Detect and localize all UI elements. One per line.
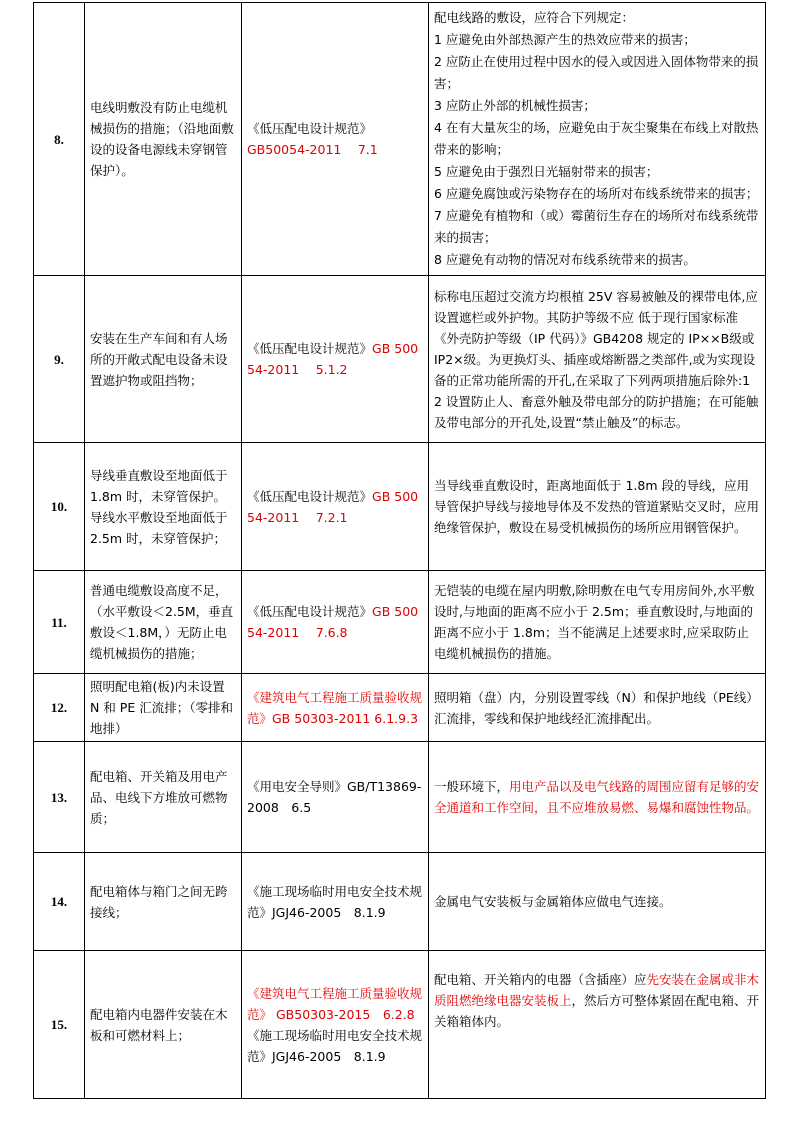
source-cell: 《施工现场临时用电安全技术规范》JGJ46-2005 8.1.9: [242, 853, 429, 951]
issue-cell: 电线明敷没有防止电缆机械损伤的措施；（沿地面敷设的设备电源线未穿钢管保护）。: [85, 3, 242, 276]
row-number: 12.: [34, 674, 85, 742]
req-line: 7 应避免有植物和（或）霉菌衍生存在的场所对布线系统带来的损害；: [434, 208, 759, 245]
table-row: [34, 276, 766, 443]
issue-cell: 普通电缆敷设高度不足，（水平敷设＜2.5M，垂直敷设＜1.8M，）无防止电缆机械损伤的措施；: [85, 571, 242, 674]
table-row: [34, 443, 766, 571]
source-cell: [242, 951, 429, 1099]
issue-cell: 导线垂直敷设至地面低于 1.8m 时，未穿管保护。导线水平敷设至地面低于 2.5m 时，未穿管保护；: [85, 443, 242, 571]
source-title: 《施工现场临时用电安全技术规范》JGJ46-2005 8.1.9: [247, 1027, 423, 1064]
source-title: 《低压配电设计规范》: [247, 121, 373, 136]
table-row: [34, 951, 766, 1099]
source-code: GB 50054-2011 7.2.1: [247, 488, 419, 525]
issue-cell: 安装在生产车间和有人场所的开敞式配电设备未设置遮护物或阻挡物；: [85, 276, 242, 443]
source-title: 《低压配电设计规范》: [247, 488, 373, 504]
req-text: 一般环境下，: [434, 779, 510, 794]
table-row: [34, 853, 766, 951]
table-row: [34, 674, 766, 742]
source-code: GB 50054-2011 5.1.2: [247, 341, 419, 377]
req-text: 配电箱、开关箱内的电器（含插座）应: [434, 972, 647, 987]
source-title: 《低压配电设计规范》: [247, 604, 373, 619]
row-number: 8.: [34, 3, 85, 276]
table-row: [34, 3, 766, 276]
source-cell: [242, 276, 429, 443]
req-line: 8 应避免有动物的情况对布线系统带来的损害。: [434, 252, 696, 267]
req-line: 配电线路的敷设，应符合下列规定：: [434, 10, 635, 25]
requirement-cell: 照明箱（盘）内，分别设置零线（N）和保护地线（PE线）汇流排，零线和保护地线经汇流排配出。: [429, 674, 766, 742]
requirement-cell: [429, 742, 766, 853]
standards-table: [33, 2, 766, 1099]
req-line: 4 在有大量灰尘的场，应避免由于灰尘聚集在布线上对散热带来的影响；: [434, 120, 759, 157]
requirement-cell: [429, 951, 766, 1099]
source-title: 《低压配电设计规范》: [247, 341, 373, 356]
source-code: GB 50054-2011 7.6.8: [247, 604, 419, 640]
row-number: 14.: [34, 853, 85, 951]
row-number: 9.: [34, 276, 85, 443]
source-cell: [242, 3, 429, 276]
issue-cell: 配电箱、开关箱及用电产品、电线下方堆放可燃物质；: [85, 742, 242, 853]
issue-cell: 照明配电箱(板)内未设置 N 和 PE 汇流排；（零排和地排）: [85, 674, 242, 742]
requirement-cell: 标称电压超过交流方均根植 25V 容易被触及的裸带电体,应设置遮栏或外护物。其防护等级不应 低于现行国家标准《外壳防护等级（IP 代码）》GB4208 规定的 IP××B级或 IP2×级。为更换灯头、插座或熔断器之类部件,或为实现设备的正常功能所需的开孔,在采取了下列两项措施后除外:1 2 设置防止人、畜意外触及带电部分的防护措施；在可能触及带电部分的开孔处,设置“禁止触及”的标志。: [429, 276, 766, 443]
source-cell: [242, 571, 429, 674]
requirement-cell: 无铠装的电缆在屋内明敷,除明敷在电气专用房间外,水平敷设时,与地面的距离不应小于 2.5m；垂直敷设时,与地面的距离不应小于 1.8m；当不能满足上述要求时,应采取防止电缆机械损伤的措施。: [429, 571, 766, 674]
req-line: 3 应防止外部的机械性损害；: [434, 98, 596, 113]
requirement-cell: 金属电气安装板与金属箱体应做电气连接。: [429, 853, 766, 951]
row-number: 13.: [34, 742, 85, 853]
source-cell: [242, 443, 429, 571]
req-line: 6 应避免腐蚀或污染物存在的场所对布线系统带来的损害；: [434, 186, 759, 201]
row-number: 15.: [34, 951, 85, 1099]
req-line: 5 应避免由于强烈日光辐射带来的损害；: [434, 164, 659, 179]
row-number: 10.: [34, 443, 85, 571]
table-row: [34, 571, 766, 674]
req-line: 1 应避免由外部热源产生的热效应带来的损害；: [434, 32, 696, 47]
req-highlight: 用电产品以及电气线路的周围应留有足够的安全通道和工作空间，且不应堆放易燃、易爆和腐蚀性物品。: [434, 779, 760, 815]
requirement-cell: [429, 3, 766, 276]
issue-cell: 配电箱体与箱门之间无跨接线；: [85, 853, 242, 951]
req-text: ，然后方可整体紧固在配电箱、开关箱箱体内。: [434, 993, 760, 1029]
requirement-cell: 当导线垂直敷设时，距离地面低于 1.8m 段的导线，应用导管保护导线与接地导体及不发热的管道紧贴交叉时，应用绝缘管保护，敷设在易受机械损伤的场所应用钢管保护。: [429, 443, 766, 571]
table-row: [34, 742, 766, 853]
issue-cell: 配电箱内电器件安装在木板和可燃材料上；: [85, 951, 242, 1099]
req-line: 2 应防止在使用过程中因水的侵入或因进入固体物带来的损害；: [434, 54, 759, 91]
source-code: GB50054-2011 7.1: [247, 142, 378, 157]
source-cell: 《建筑电气工程施工质量验收规范》GB 50303-2011 6.1.9.3: [242, 674, 429, 742]
source-code: 《建筑电气工程施工质量验收规范》 GB50303-2015 6.2.8: [247, 985, 423, 1022]
source-cell: 《用电安全导则》GB/T13869-2008 6.5: [242, 742, 429, 853]
req-highlight: 先安装在金属或非木质阻燃绝缘电器安装板上: [434, 972, 760, 1008]
row-number: 11.: [34, 571, 85, 674]
